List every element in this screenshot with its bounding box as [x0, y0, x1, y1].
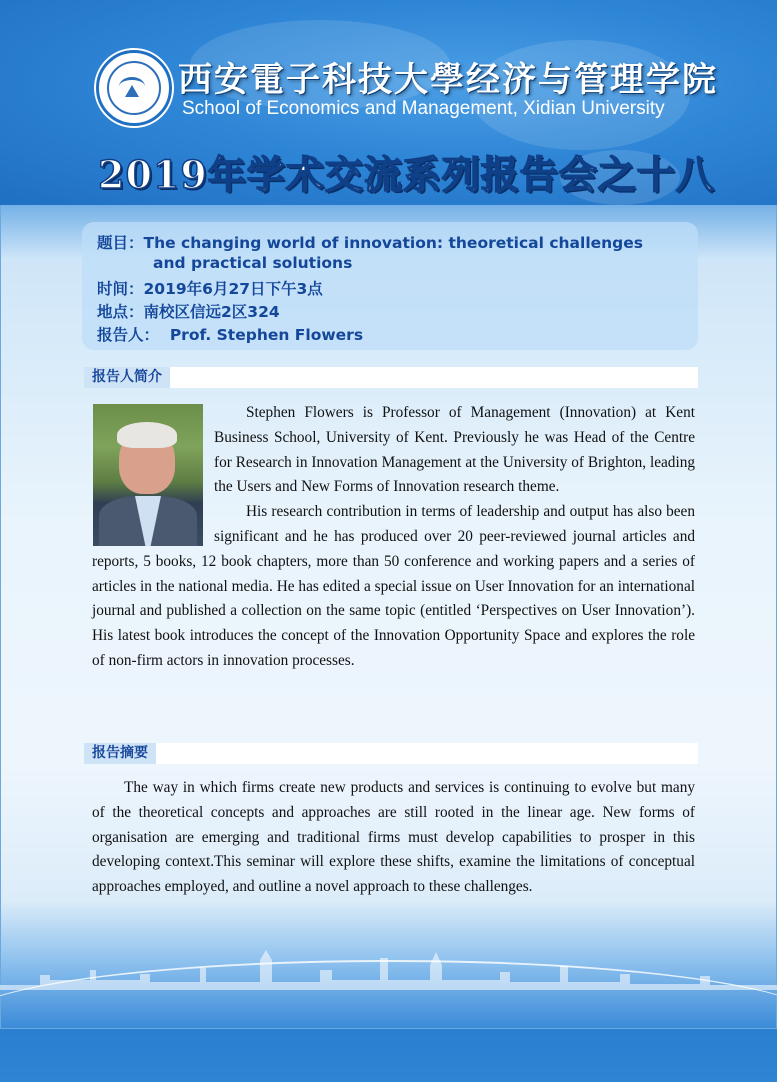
talk-info-box [82, 222, 698, 350]
talk-time [97, 277, 323, 299]
speaker-value: Prof. Stephen Flowers [169, 326, 364, 344]
title-label: 题目： [97, 234, 144, 252]
place-value: 南校区信远2区324 [143, 303, 280, 321]
wave-decoration [0, 960, 777, 1082]
school-name-chinese: 西安電子科技大學经济与管理学院 [178, 60, 718, 100]
abstract-section-bar [84, 743, 698, 764]
bio-paragraph-1: Stephen Flowers is Professor of Management (Innovation) at Kent Business School, University of Kent. Previously he was Head of the Centre for Research in Innovation Management at the University of Brighton, leading the Users and New Forms of Innovation research theme. [214, 404, 695, 496]
time-label: 时间： [97, 280, 144, 298]
poster-header [0, 0, 777, 205]
bio-heading: 报告人简介 [84, 367, 170, 388]
place-label: 地点： [97, 303, 144, 321]
speaker-biography [92, 401, 695, 674]
talk-speaker [97, 323, 363, 345]
talk-place [97, 300, 280, 322]
abstract-heading: 报告摘要 [84, 743, 156, 764]
abstract-paragraph: The way in which firms create new products and services is continuing to evolve but many of the theoretical concepts and approaches are still rooted in the linear age. New forms of organisation are emerging and traditional firms must develop capabilities to prosper in this developing context.This seminar will explore these shifts, examine the limitations of conceptual approaches employed, and outline a novel approach to these challenges. [92, 779, 695, 896]
speaker-label: 报告人： [97, 326, 160, 344]
university-logo [96, 50, 172, 126]
series-title: 2019年学术交流系列报告会之十八 [98, 152, 715, 197]
title-line-2: and practical solutions [153, 254, 353, 272]
school-name-english: School of Economics and Management, Xidian University [182, 98, 665, 119]
time-value: 2019年6月27日下午3点 [143, 280, 323, 298]
talk-title [97, 231, 643, 253]
talk-abstract [92, 776, 695, 900]
bio-paragraph-2: His research contribution in terms of leadership and output has also been significant and he has produced over 20 peer-reviewed journal articles and reports, 5 books, 12 book chapters, more than 50 conference and working papers and a series of articles in the national media. He has edited a special issue on User Innovation for an international journal and published a collection on the same topic (entitled ‘Perspectives on User Innovation’). His latest book introduces the concept of the Innovation Opportunity Space and explores the role of non-firm actors in innovation processes. [92, 503, 695, 669]
bio-section-bar [84, 367, 698, 388]
title-line-1: The changing world of innovation: theoretical challenges [143, 234, 644, 252]
